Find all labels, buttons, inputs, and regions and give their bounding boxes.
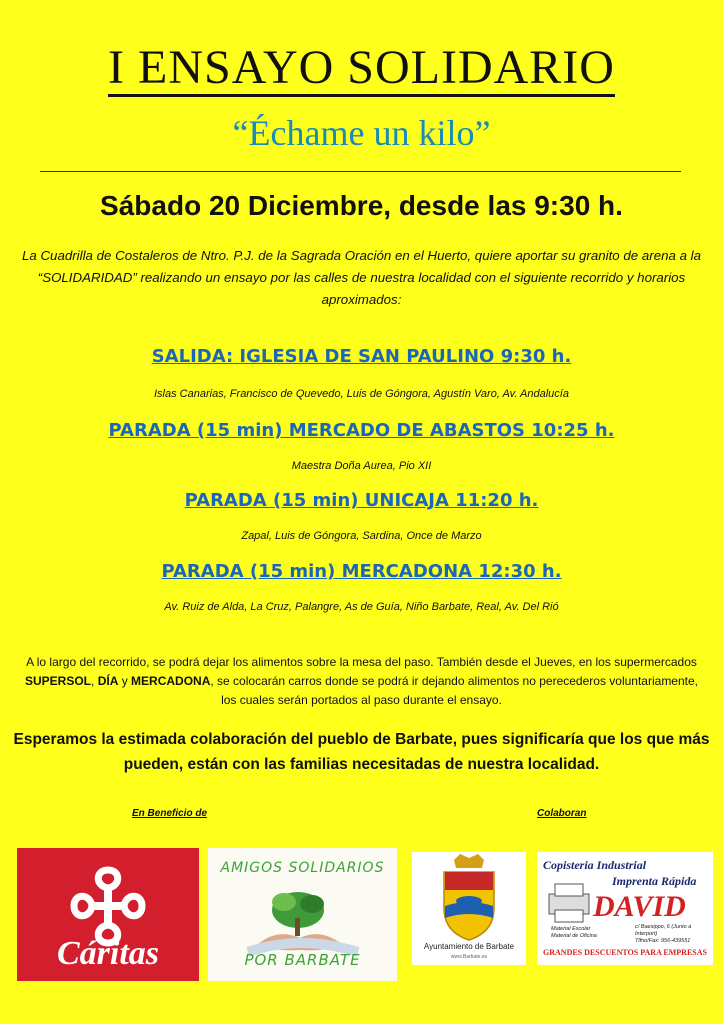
route-stop-unicaja: PARADA (15 min) UNICAJA 11:20 h. — [184, 490, 539, 511]
closing-message: Esperamos la estimada colaboración del pueblo de Barbate, pues significaría que los que más pueden, están con las familias necesitadas de nuestra localidad. — [13, 731, 710, 773]
intro-text: La Cuadrilla de Costaleros de Ntro. P.J. de la Sagrada Oración en el Huerto, quiere aportar su granito de arena a la “SOLIDARIDAD” realizando un ensayo por las calles de nuestra localidad con el siguiente recorrido y horarios aproximados: — [21, 248, 702, 307]
store-mercadona: MERCADONA — [131, 674, 211, 688]
amigos-subtitle: POR BARBATE — [244, 951, 361, 969]
event-date: Sábado 20 Diciembre, desde las 9:30 h. — [100, 190, 623, 221]
info-paragraph — [22, 653, 701, 710]
david-line2: Imprenta Rápida — [612, 874, 697, 888]
david-product: Material de Oficina — [551, 933, 597, 939]
david-line1: Copisteria Industrial — [543, 858, 647, 872]
david-name: DAVID — [593, 890, 686, 923]
ayuntamiento-url: www.Barbate.es — [450, 954, 488, 960]
route-stop-mercado: PARADA (15 min) MERCADO DE ABASTOS 10:25 h. — [108, 420, 615, 441]
route-streets: Av. Ruiz de Alda, La Cruz, Palangre, As de Guía, Niño Barbate, Real, Av. Del Rió — [164, 601, 559, 613]
david-address: c/ Baesippo, 6 (Junto a Interport) — [635, 924, 692, 937]
info-separator: y — [118, 674, 132, 688]
page-subtitle: “Échame un kilo” — [232, 113, 491, 153]
info-separator: , — [91, 674, 98, 688]
route-streets: Zapal, Luis de Góngora, Sardina, Once de Marzo — [241, 530, 482, 542]
ayuntamiento-logo — [412, 852, 526, 965]
collaborators-label: Colaboran — [537, 808, 587, 819]
page-title — [0, 40, 723, 95]
copisteria-david-logo — [537, 852, 713, 965]
david-contact — [635, 924, 713, 945]
divider — [40, 171, 681, 172]
david-products — [551, 926, 597, 940]
route-stop-mercadona: PARADA (15 min) MERCADONA 12:30 h. — [161, 561, 562, 582]
ayuntamiento-name: Ayuntamiento de Barbate — [423, 942, 515, 951]
title-text: I ENSAYO SOLIDARIO — [108, 41, 615, 97]
david-product: Material Escolar — [551, 926, 591, 932]
david-phone: Tlfno/Fax: 956-439551 — [635, 938, 691, 944]
beneficiary-label: En Beneficio de — [132, 808, 208, 819]
route-streets: Islas Canarias, Francisco de Quevedo, Luis de Góngora, Agustín Varo, Av. Andalucía — [154, 388, 569, 400]
caritas-logo — [17, 848, 199, 981]
info-text: , se colocarán carros donde se podrá ir dejando alimentos no perecederos voluntariamente, los cuales serán portados al paso durante el ensayo. — [210, 674, 698, 707]
amigos-solidarios-logo — [208, 848, 397, 981]
route-streets: Maestra Doña Aurea, Pio XII — [291, 460, 432, 472]
caritas-wordmark: Cáritas — [56, 935, 160, 972]
store-dia: DÍA — [97, 674, 119, 688]
amigos-title: AMIGOS SOLIDARIOS — [220, 860, 385, 876]
david-slogan: GRANDES DESCUENTOS PARA EMPRESAS — [543, 948, 707, 957]
route-stop-start: SALIDA: IGLESIA DE SAN PAULINO 9:30 h. — [151, 346, 572, 367]
coat-of-arms-icon — [412, 852, 526, 942]
info-text: A lo largo del recorrido, se podrá dejar los alimentos sobre la mesa del paso. También desde el Jueves, en los supermercados — [26, 655, 697, 669]
store-supersol: SUPERSOL — [25, 674, 92, 688]
